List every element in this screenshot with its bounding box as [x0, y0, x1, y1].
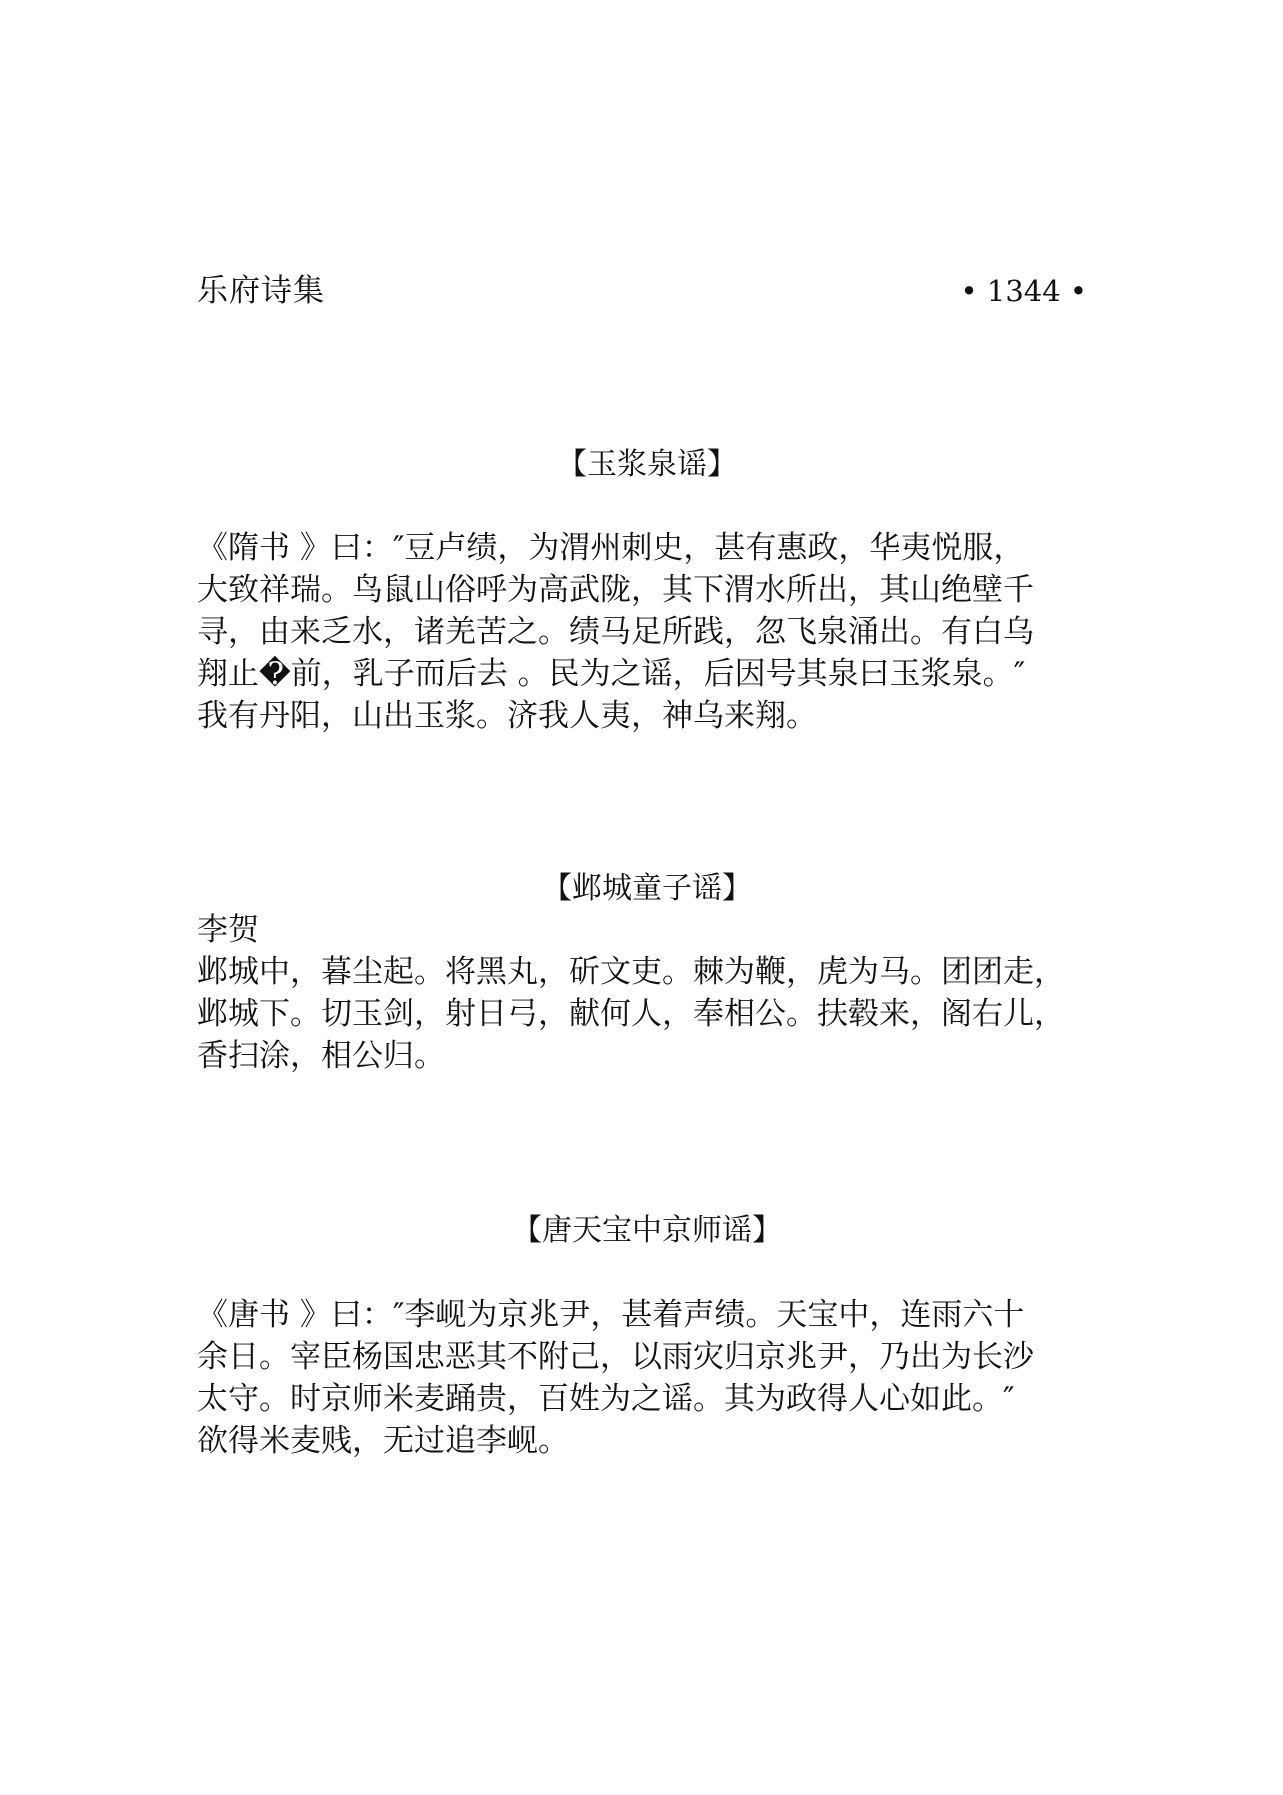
section-body: [197, 1294, 1097, 1462]
author-line: 李贺: [197, 912, 259, 948]
section-body: [197, 909, 1097, 1077]
text-line: 欲得米麦贱，无过追李岘。: [197, 1423, 569, 1459]
page-number: • 1344 •: [960, 274, 1087, 308]
text-line: 余日。宰臣杨国忠恶其不附己，以雨灾归京兆尹，乃出为长沙: [197, 1339, 1034, 1375]
book-title: 乐府诗集: [197, 273, 325, 309]
text-line: 香扫涂，相公归。: [197, 1038, 445, 1074]
page-header: [197, 271, 1087, 311]
text-line: 寻，由来乏水，诸羌苦之。绩马足所践，忽飞泉涌出。有白乌: [197, 614, 1034, 650]
text-line: 邺城中，暮尘起。将黑丸，斫文吏。棘为鞭，虎为马。团团走，: [197, 954, 1065, 990]
text-line: 邺城下。切玉剑，射日弓，献何人，奉相公。扶毂来，阁右儿，: [197, 996, 1065, 1032]
text-line: 《唐书 》曰：″李岘为京兆尹，甚着声绩。天宝中，连雨六十: [197, 1297, 1025, 1333]
section-body: [197, 527, 1097, 737]
text-line: 《隋书 》曰：″豆卢绩，为渭州刺史，甚有惠政，华夷悦服，: [197, 530, 1025, 566]
section-title: 【玉浆泉谣】: [557, 447, 737, 482]
text-line: 我有丹阳，山出玉浆。济我人夷，神乌来翔。: [197, 698, 817, 734]
text-line: 翔止�前，乳子而后去 。民为之谣，后因号其泉曰玉浆泉。″: [197, 656, 1026, 692]
text-line: 大致祥瑞。鸟鼠山俗呼为高武陇，其下渭水所出，其山绝壁千: [197, 572, 1034, 608]
section-title: 【邺城童子谣】: [542, 871, 752, 906]
text-line: 太守。时京师米麦踊贵，百姓为之谣。其为政得人心如此。″: [197, 1381, 1015, 1417]
section-title: 【唐天宝中京师谣】: [512, 1213, 782, 1248]
